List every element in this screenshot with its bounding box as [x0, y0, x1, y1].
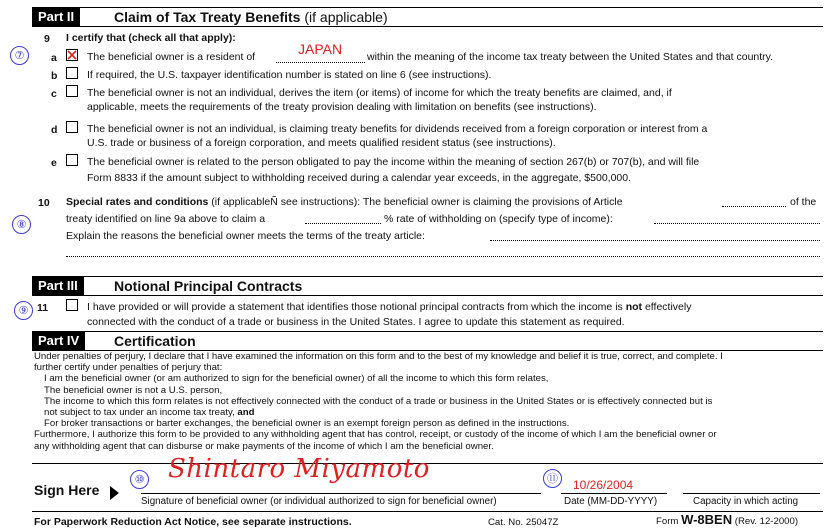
date-value: 10/26/2004 [573, 478, 634, 492]
item-9c-text1: The beneficial owner is not an individual, derives the item (or items) of income for which the treaty benefits are claimed, and, if [87, 87, 672, 99]
item-9d-checkbox[interactable] [66, 121, 78, 133]
capacity-line[interactable] [683, 493, 820, 494]
item-9b-checkbox[interactable] [66, 67, 78, 79]
line10-line3: Explain the reasons the beneficial owner meets the terms of the treaty article: [66, 230, 425, 242]
cert-line-3: I am the beneficial owner (or am authorized to sign for the beneficial owner) of all the income to which this form relates, [44, 373, 549, 385]
item-9a-country-field[interactable] [276, 62, 365, 63]
part3-header [32, 276, 823, 296]
item-9a-post: within the meaning of the income tax treaty between the United States and that country. [367, 51, 774, 63]
part2-title-text: Claim of Tax Treaty Benefits [114, 9, 301, 25]
part2-tag: Part II [32, 8, 80, 26]
item-9a-country-value: JAPAN [298, 41, 343, 57]
sign-here-label: Sign Here [34, 482, 100, 498]
item-9e-text1: The beneficial owner is related to the person obligated to pay the income within the meaning of section 267(b) or 707(b), and will file [87, 156, 700, 168]
item-9e-text2: Form 8833 if the amount subject to withholding received during a calendar year exceeds, in the aggregate, $500,000. [87, 172, 632, 184]
line11-text1 [87, 300, 691, 314]
part3-title: Notional Principal Contracts [114, 278, 303, 294]
footer-form-label: Form [656, 516, 679, 527]
cert-line-1: Under penalties of perjury, I declare that I have examined the information on this form and to the best of my knowledge and belief it is true, correct, and complete. I [34, 351, 723, 362]
line10-rest: (if applicableÑ see instructions): The beneficial owner is claiming the provisions of Article [211, 196, 623, 208]
line10-bold: Special rates and conditions [66, 196, 209, 208]
line10-number: 10 [38, 197, 50, 209]
item-9e-checkbox[interactable] [66, 154, 78, 166]
signature-value: Shintaro Miyamoto [168, 454, 430, 484]
date-caption: Date (MM-DD-YYYY) [564, 496, 658, 507]
footer-rev: (Rev. 12-2000) [734, 516, 799, 527]
item-9a-letter: a [51, 52, 57, 64]
part4-header [32, 331, 823, 351]
footer-form-name: W-8BEN [681, 512, 733, 527]
cert-line-7: For broker transactions or barter exchanges, the beneficial owner is an exempt foreign person as defined in the instructions. [44, 418, 570, 430]
item-9d-text1: The beneficial owner is not an individual, is claiming treaty benefits for dividends received from a foreign corporation or interest from a [87, 123, 708, 135]
annotation-circle-9: ⑨ [14, 301, 33, 320]
part4-tag: Part IV [32, 332, 85, 350]
line11-checkbox[interactable] [66, 299, 78, 311]
cert-line-8: Furthermore, I authorize this form to be provided to any withholding agent that has control, receipt, or custody of the income of which I am the beneficial owner or [34, 429, 717, 441]
item-9c-letter: c [51, 88, 57, 100]
article-field[interactable] [722, 206, 786, 207]
signature-line[interactable] [141, 493, 541, 494]
item-9b-letter: b [51, 70, 58, 82]
date-line[interactable] [561, 493, 667, 494]
part2-title [114, 8, 388, 26]
line10-text [66, 195, 623, 209]
signature-caption: Signature of beneficial owner (or individual authorized to sign for beneficial owner) [141, 496, 497, 507]
annotation-circle-8: ⑧ [12, 215, 31, 234]
footer-cat-no: Cat. No. 25047Z [488, 517, 559, 528]
annotation-circle-7: ⑦ [10, 46, 29, 65]
rate-field[interactable] [305, 223, 381, 224]
item-9e-letter: e [51, 157, 57, 169]
item-9a-checkbox[interactable] [66, 49, 78, 61]
line9-number: 9 [44, 33, 50, 45]
explain-field-2[interactable] [66, 256, 820, 257]
line11-number: 11 [37, 302, 49, 314]
certification-text [34, 351, 824, 452]
line9-heading: I certify that (check all that apply): [66, 32, 236, 44]
annotation-circle-10: ⑩ [130, 470, 149, 489]
item-9c-text2: applicable, meets the requirements of the treaty provision dealing with limitation on benefits (see instructions). [87, 101, 597, 113]
item-9a-pre: The beneficial owner is a resident of [87, 51, 256, 63]
sign-here-arrow-icon [110, 486, 119, 500]
item-9d-letter: d [51, 124, 58, 136]
cert-line-4: The beneficial owner is not a U.S. person, [44, 384, 223, 396]
part3-tag: Part III [32, 277, 84, 295]
line11-text2: connected with the conduct of a trade or business in the United States. I agree to update this statement as required. [87, 316, 625, 328]
part2-header [32, 7, 823, 27]
income-type-field[interactable] [654, 223, 820, 224]
footer-form-id [656, 513, 798, 529]
item-9d-text2: U.S. trade or business of a foreign corporation, and meets qualified resident status (see instructions). [87, 137, 556, 149]
item-9c-checkbox[interactable] [66, 85, 78, 97]
line11-not: not [625, 301, 643, 313]
line10-of: of the [790, 196, 817, 208]
explain-field-1[interactable] [490, 240, 820, 241]
annotation-circle-11: ⑪ [543, 469, 562, 488]
footer-notice: For Paperwork Reduction Act Notice, see separate instructions. [34, 516, 352, 528]
checkmark-x-icon [67, 50, 77, 60]
cert-line-6-wrap [34, 407, 824, 418]
line11-text1a: I have provided or will provide a statement that identifies those notional principal contracts from which the income is [87, 301, 623, 313]
cert-line-6: not subject to tax under an income tax treaty, [44, 407, 235, 419]
part4-title: Certification [114, 333, 196, 349]
line10-line2a: treaty identified on line 9a above to claim a [66, 213, 266, 225]
capacity-caption: Capacity in which acting [693, 496, 799, 507]
item-9b-text: If required, the U.S. taxpayer identification number is stated on line 6 (see instructions). [87, 69, 492, 81]
cert-and: and [237, 407, 255, 419]
line11-text1c: effectively [644, 301, 692, 313]
cert-line-5: The income to which this form relates is not effectively connected with the conduct of a trade or business in the United States or is effectively connected but is [44, 395, 713, 407]
cert-line-2: further certify under penalties of perjury that: [34, 362, 223, 374]
part2-title-suffix: (if applicable) [304, 9, 388, 25]
cert-line-9: any withholding agent that can disburse or make payments of the income of which I am the beneficial owner. [34, 440, 494, 452]
line10-line2b: % rate of withholding on (specify type of income): [384, 213, 613, 225]
